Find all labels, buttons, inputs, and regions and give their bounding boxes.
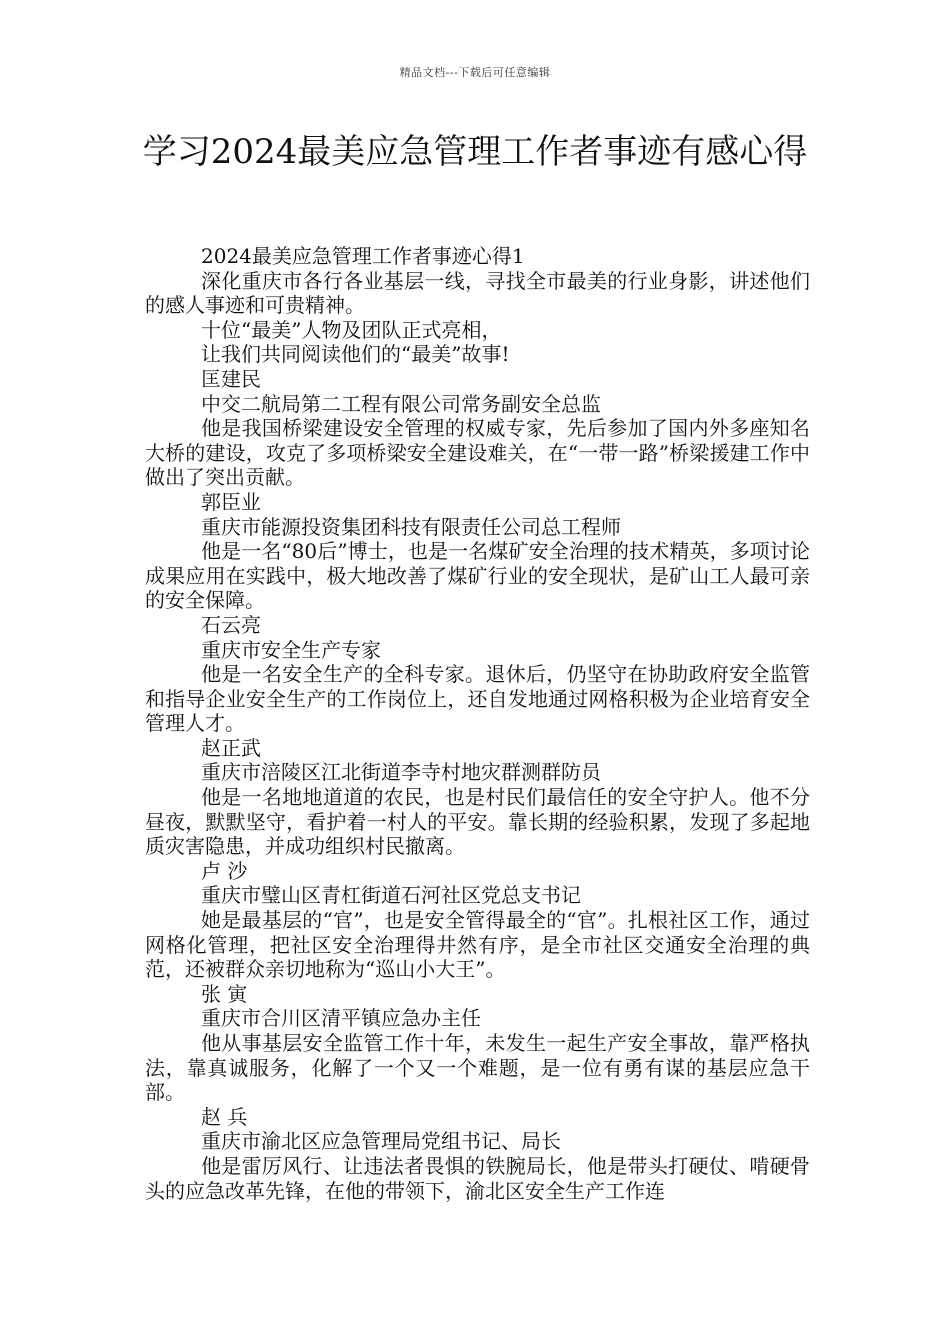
paragraph: 他是我国桥梁建设安全管理的权威专家，先后参加了国内外多座知名大桥的建设，攻克了多项桥梁安全建设难关，在“一带一路”桥梁援建工作中做出了突出贡献。	[145, 416, 810, 490]
paragraph: 十位“最美”人物及团队正式亮相，	[201, 317, 502, 342]
person-title: 重庆市能源投资集团科技有限责任公司总工程师	[201, 514, 621, 539]
person-name: 张 寅	[201, 981, 248, 1006]
paragraph: 深化重庆市各行各业基层一线，寻找全市最美的行业身影，讲述他们的感人事迹和可贵精神。	[145, 268, 810, 318]
document-body	[145, 244, 810, 1203]
person-name: 赵正武	[201, 735, 261, 760]
paragraph: 让我们共同阅读他们的“最美”故事!	[201, 342, 510, 367]
person-name: 郭臣业	[201, 489, 261, 514]
paragraph: 他是雷厉风行、让违法者畏惧的铁腕局长，他是带头打硬仗、啃硬骨头的应急改革先锋，在他的带领下，渝北区安全生产工作连	[145, 1153, 810, 1203]
person-title: 重庆市合川区清平镇应急办主任	[201, 1006, 481, 1031]
person-title: 中交二航局第二工程有限公司常务副安全总监	[201, 391, 601, 416]
person-name: 石云亮	[201, 612, 261, 637]
person-name: 匡建民	[201, 366, 261, 391]
document-header-note: 精品文档---下载后可任意编辑	[399, 66, 551, 79]
paragraph: 他是一名地地道道的农民，也是村民们最信任的安全守护人。他不分昼夜，默默坚守，看护着一村人的平安。靠长期的经验积累，发现了多起地质灾害隐患，并成功组织村民撤离。	[145, 785, 810, 859]
person-name: 赵 兵	[201, 1104, 248, 1129]
document-title: 学习2024最美应急管理工作者事迹有感心得	[142, 132, 808, 172]
person-title: 重庆市安全生产专家	[201, 637, 381, 662]
person-name: 卢 沙	[201, 858, 248, 883]
person-title: 重庆市璧山区青杠街道石河社区党总支书记	[201, 883, 581, 908]
paragraph: 他从事基层安全监管工作十年，未发生一起生产安全事故，靠严格执法，靠真诚服务，化解了一个又一个难题，是一位有勇有谋的基层应急干部。	[145, 1031, 810, 1105]
paragraph: 她是最基层的“官”，也是安全管得最全的“官”。扎根社区工作，通过网格化管理，把社区安全治理得井然有序，是全市社区交通安全治理的典范，还被群众亲切地称为“巡山小大王”。	[145, 908, 810, 982]
person-title: 重庆市涪陵区江北街道李寺村地灾群测群防员	[201, 760, 601, 785]
paragraph: 他是一名安全生产的全科专家。退休后，仍坚守在协助政府安全监管和指导企业安全生产的工作岗位上，还自发地通过网格积极为企业培育安全管理人才。	[145, 662, 810, 736]
person-title: 重庆市渝北区应急管理局党组书记、局长	[201, 1129, 561, 1154]
paragraph: 他是一名“80后”博士，也是一名煤矿安全治理的技术精英，多项讨论成果应用在实践中，极大地改善了煤矿行业的安全现状，是矿山工人最可亲的安全保障。	[145, 539, 810, 613]
paragraph-heading: 2024最美应急管理工作者事迹心得1	[201, 244, 525, 268]
